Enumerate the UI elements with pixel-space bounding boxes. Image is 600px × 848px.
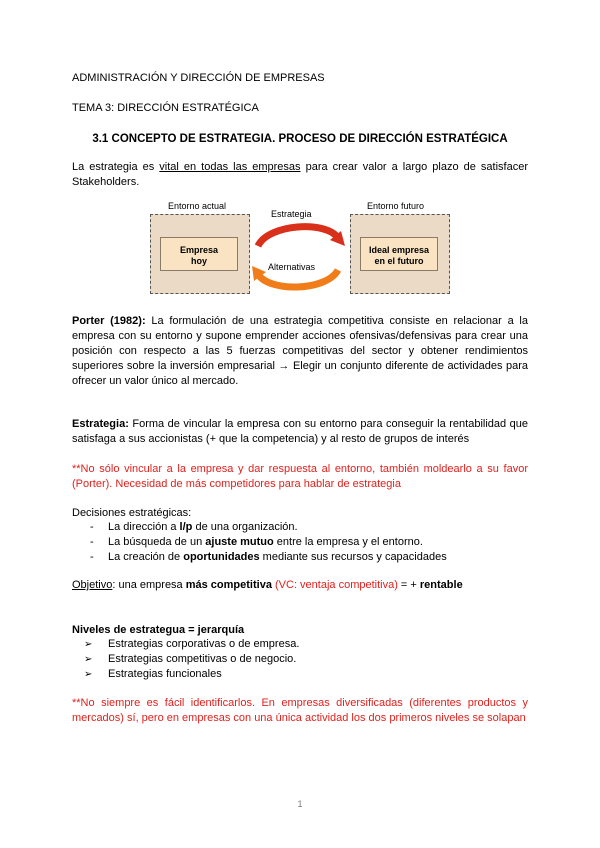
right-header: Entorno futuro xyxy=(367,201,425,211)
list-item: - La creación de oportunidades mediante sus recursos y capacidades xyxy=(90,551,447,563)
porter-paragraph: Porter (1982): La formulación de una estrategia competitiva consiste en relacionar a la empresa con su entorno y supone emprender acciones ofensivas/defensivas para crear una posición con respecto a las 5 fuerzas competitivas del sector y obtener rendimientos superiores sobre la inversión empresarial → Elegir un conjunto diferente de actividades para ofrecer un valor único al mercado. xyxy=(72,315,528,387)
strategy-arrow-top xyxy=(258,227,338,246)
bottom-arrow-label: Alternativas xyxy=(268,262,316,272)
note-porter: **No sólo vincular a la empresa y dar respuesta al entorno, también moldearlo a su favor (Porter). Necesidad de más competidores para hablar de estrategia xyxy=(72,463,528,490)
arrow-bullet-icon: ➢ xyxy=(84,639,93,650)
alternatives-arrow-bottom xyxy=(258,270,338,287)
list-item: - La dirección a l/p de una organización. xyxy=(90,521,298,533)
objetivo-line: Objetivo: una empresa más competitiva (VC: ventaja competitiva) = + rentable xyxy=(72,579,463,591)
topic-header: TEMA 3: DIRECCIÓN ESTRATÉGICA xyxy=(72,102,259,114)
decisiones-title: Decisiones estratégicas: xyxy=(72,507,192,519)
strategy-diagram xyxy=(150,200,450,294)
section-title: 3.1 CONCEPTO DE ESTRATEGIA. PROCESO DE DIRECCIÓN ESTRATÉGICA xyxy=(92,133,508,145)
list-item: ➢ Estrategias competitivas o de negocio. xyxy=(84,653,297,665)
intro-paragraph: La estrategia es vital en todas las empresas para crear valor a largo plazo de satisfacer Stakeholders. xyxy=(72,161,528,188)
estrategia-definition: Estrategia: Forma de vincular la empresa con su entorno para conseguir la rentabilidad que satisfaga a sus accionistas (+ que la competencia) y al resto de grupos de interés xyxy=(72,418,528,445)
intro-underlined: vital en todas las empresas xyxy=(159,161,301,173)
subject-header: ADMINISTRACIÓN Y DIRECCIÓN DE EMPRESAS xyxy=(72,72,325,84)
arrow-bullet-icon: ➢ xyxy=(84,669,93,680)
left-header: Entorno actual xyxy=(168,201,227,211)
list-item: ➢ Estrategias corporativas o de empresa. xyxy=(84,638,300,650)
list-item: ➢ Estrategias funcionales xyxy=(84,668,222,680)
list-item: - La búsqueda de un ajuste mutuo entre la empresa y el entorno. xyxy=(90,536,423,548)
arrow-bullet-icon: ➢ xyxy=(84,654,93,665)
top-arrow-label: Estrategia xyxy=(271,209,312,219)
left-inner-box: Empresa hoy xyxy=(160,237,238,271)
niveles-title: Niveles de estrategua = jerarquía xyxy=(72,624,245,636)
page-number: 1 xyxy=(297,799,303,809)
right-inner-box: Ideal empresa en el futuro xyxy=(360,237,438,271)
decisiones-list xyxy=(72,520,528,565)
note-niveles: **No siempre es fácil identificarlos. En empresas diversificadas (diferentes productos y mercados) sí, pero en empresas con una única actividad los dos primeros niveles se solapan xyxy=(72,697,528,724)
porter-label: Porter (1982): xyxy=(72,315,146,327)
estrategia-label: Estrategia: xyxy=(72,418,129,430)
objetivo-label: Objetivo xyxy=(72,579,113,591)
niveles-list xyxy=(72,637,528,682)
